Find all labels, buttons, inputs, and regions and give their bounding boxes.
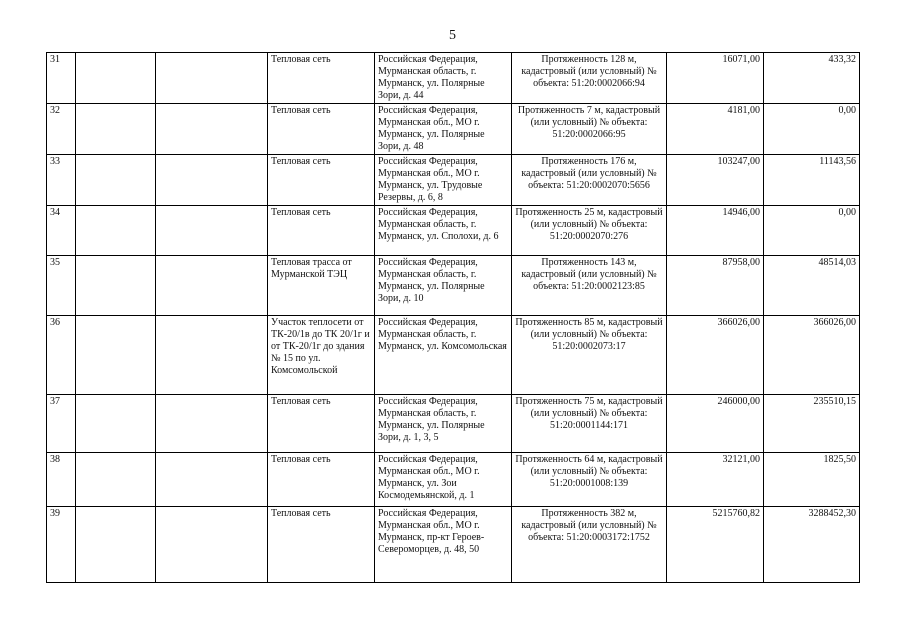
characteristics-cell: Протяженность 382 м, кадастровый (или условный) № объекта: 51:20:0003172:1752 xyxy=(512,507,667,583)
object-name-cell: Тепловая сеть xyxy=(268,507,375,583)
row-number-cell: 34 xyxy=(47,206,76,256)
blank-cell xyxy=(76,155,156,206)
characteristics-cell: Протяженность 25 м, кадастровый (или условный) № объекта: 51:20:0002070:276 xyxy=(512,206,667,256)
residual-value-cell: 235510,15 xyxy=(764,395,860,453)
table-row xyxy=(47,256,860,316)
address-cell: Российская Федерация, Мурманская область, г. Мурманск, ул. Полярные Зори, д. 1, 3, 5 xyxy=(375,395,512,453)
blank-cell xyxy=(76,206,156,256)
book-value-cell: 103247,00 xyxy=(667,155,764,206)
blank-cell xyxy=(156,53,268,104)
row-number-cell: 31 xyxy=(47,53,76,104)
address-cell: Российская Федерация, Мурманская область, г. Мурманск, ул. Полярные Зори, д. 10 xyxy=(375,256,512,316)
blank-cell xyxy=(76,316,156,395)
book-value-cell: 16071,00 xyxy=(667,53,764,104)
residual-value-cell: 11143,56 xyxy=(764,155,860,206)
blank-cell xyxy=(76,507,156,583)
book-value-cell: 5215760,82 xyxy=(667,507,764,583)
blank-cell xyxy=(76,256,156,316)
page-number: 5 xyxy=(449,28,456,43)
table-row xyxy=(47,453,860,507)
characteristics-cell: Протяженность 176 м, кадастровый (или условный) № объекта: 51:20:0002070:5656 xyxy=(512,155,667,206)
blank-cell xyxy=(156,256,268,316)
object-name-cell: Тепловая сеть xyxy=(268,104,375,155)
characteristics-cell: Протяженность 7 м, кадастровый (или условный) № объекта: 51:20:0002066:95 xyxy=(512,104,667,155)
book-value-cell: 32121,00 xyxy=(667,453,764,507)
characteristics-cell: Протяженность 64 м, кадастровый (или условный) № объекта: 51:20:0001008:139 xyxy=(512,453,667,507)
table-row xyxy=(47,507,860,583)
residual-value-cell: 366026,00 xyxy=(764,316,860,395)
address-cell: Российская Федерация, Мурманская обл., МО г. Мурманск, ул. Зои Космодемьянской, д. 1 xyxy=(375,453,512,507)
table-row xyxy=(47,316,860,395)
residual-value-cell: 433,32 xyxy=(764,53,860,104)
object-name-cell: Тепловая сеть xyxy=(268,53,375,104)
row-number-cell: 39 xyxy=(47,507,76,583)
row-number-cell: 35 xyxy=(47,256,76,316)
residual-value-cell: 1825,50 xyxy=(764,453,860,507)
blank-cell xyxy=(156,155,268,206)
residual-value-cell: 3288452,30 xyxy=(764,507,860,583)
blank-cell xyxy=(156,206,268,256)
table-row xyxy=(47,395,860,453)
table-body xyxy=(47,53,860,583)
blank-cell xyxy=(156,395,268,453)
blank-cell xyxy=(156,507,268,583)
blank-cell xyxy=(76,453,156,507)
blank-cell xyxy=(76,104,156,155)
row-number-cell: 36 xyxy=(47,316,76,395)
blank-cell xyxy=(156,316,268,395)
object-name-cell: Тепловая сеть xyxy=(268,155,375,206)
characteristics-cell: Протяженность 128 м, кадастровый (или условный) № объекта: 51:20:0002066:94 xyxy=(512,53,667,104)
blank-cell xyxy=(76,53,156,104)
address-cell: Российская Федерация, Мурманская обл., МО г. Мурманск, ул. Полярные Зори, д. 48 xyxy=(375,104,512,155)
book-value-cell: 366026,00 xyxy=(667,316,764,395)
residual-value-cell: 48514,03 xyxy=(764,256,860,316)
blank-cell xyxy=(76,395,156,453)
table-row xyxy=(47,53,860,104)
row-number-cell: 38 xyxy=(47,453,76,507)
address-cell: Российская Федерация, Мурманская обл., МО г. Мурманск, пр-кт Героев-Североморцев, д. 48, 50 xyxy=(375,507,512,583)
row-number-cell: 37 xyxy=(47,395,76,453)
table-row xyxy=(47,206,860,256)
address-cell: Российская Федерация, Мурманская область, г. Мурманск, ул. Сполохи, д. 6 xyxy=(375,206,512,256)
table-row xyxy=(47,104,860,155)
object-name-cell: Тепловая трасса от Мурманской ТЭЦ xyxy=(268,256,375,316)
residual-value-cell: 0,00 xyxy=(764,104,860,155)
object-name-cell: Участок теплосети от ТК-20/1в до ТК 20/1г и от ТК-20/1г до здания № 15 по ул. Комсомольской xyxy=(268,316,375,395)
address-cell: Российская Федерация, Мурманская область, г. Мурманск, ул. Комсомольская xyxy=(375,316,512,395)
row-number-cell: 33 xyxy=(47,155,76,206)
book-value-cell: 4181,00 xyxy=(667,104,764,155)
characteristics-cell: Протяженность 75 м, кадастровый (или условный) № объекта: 51:20:0001144:171 xyxy=(512,395,667,453)
object-name-cell: Тепловая сеть xyxy=(268,206,375,256)
book-value-cell: 246000,00 xyxy=(667,395,764,453)
book-value-cell: 87958,00 xyxy=(667,256,764,316)
object-name-cell: Тепловая сеть xyxy=(268,395,375,453)
object-name-cell: Тепловая сеть xyxy=(268,453,375,507)
book-value-cell: 14946,00 xyxy=(667,206,764,256)
characteristics-cell: Протяженность 143 м, кадастровый (или условный) № объекта: 51:20:0002123:85 xyxy=(512,256,667,316)
address-cell: Российская Федерация, Мурманская область, г. Мурманск, ул. Полярные Зори, д. 44 xyxy=(375,53,512,104)
residual-value-cell: 0,00 xyxy=(764,206,860,256)
blank-cell xyxy=(156,453,268,507)
characteristics-cell: Протяженность 85 м, кадастровый (или условный) № объекта: 51:20:0002073:17 xyxy=(512,316,667,395)
blank-cell xyxy=(156,104,268,155)
address-cell: Российская Федерация, Мурманская обл., МО г. Мурманск, ул. Трудовые Резервы, д. 6, 8 xyxy=(375,155,512,206)
row-number-cell: 32 xyxy=(47,104,76,155)
property-registry-table xyxy=(46,52,860,583)
table-row xyxy=(47,155,860,206)
